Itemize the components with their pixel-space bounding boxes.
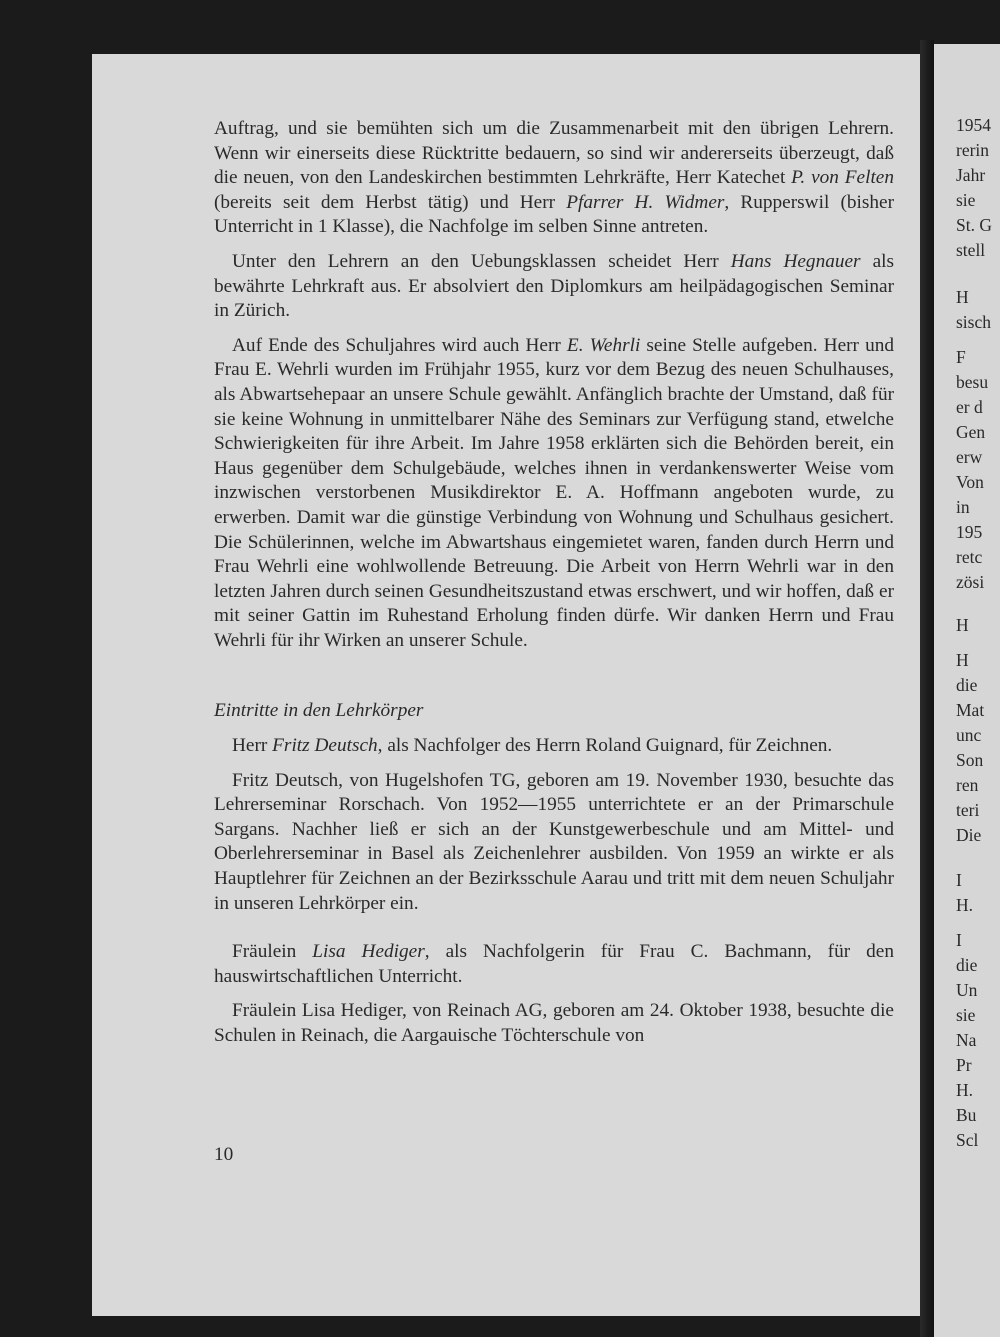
right-page-line: sie <box>956 190 976 210</box>
text-run: Fräulein Lisa Hediger, von Reinach AG, geboren am 24. Oktober 1938, besuchte die Schulen in Reinach, die Aargauische Töchterschule von <box>214 1000 894 1046</box>
right-page-line: die <box>956 955 978 975</box>
right-page-line: I <box>956 870 962 890</box>
paragraph <box>214 940 894 989</box>
right-page-line: Na <box>956 1030 977 1050</box>
text-run: Unter den Lehrern an den Uebungsklassen scheidet Herr <box>232 250 731 272</box>
right-page-line: H <box>956 287 969 307</box>
right-page-line: zösi <box>956 572 985 592</box>
right-page-line: St. G <box>956 215 992 235</box>
right-page-line: H <box>956 650 969 670</box>
right-page-line: Son <box>956 750 984 770</box>
right-page-line: H. <box>956 1080 974 1100</box>
section-heading: Eintritte in den Lehrkörper <box>214 700 424 722</box>
right-page-line: ren <box>956 775 979 795</box>
paragraph <box>214 250 894 324</box>
right-page-line: unc <box>956 725 982 745</box>
right-page-line: Pr <box>956 1055 972 1075</box>
paragraph <box>214 769 894 917</box>
right-page-line: Von <box>956 472 984 492</box>
page-number: 10 <box>214 1144 234 1165</box>
right-page-line: sisch <box>956 312 991 332</box>
right-page <box>934 44 1000 1337</box>
italic-name: Fritz Deutsch <box>272 735 378 757</box>
right-page-line: Gen <box>956 422 986 442</box>
text-run: , Rupperswil (bisher Unterricht in 1 Klasse), die Nachfolge im selben Sinne antreten. <box>214 191 895 238</box>
text-run: , als Nachfolger des Herrn Roland Guignard, für Zeichnen. <box>377 735 833 757</box>
right-page-line: 195 <box>956 522 983 542</box>
italic-name: P. von Felten <box>791 167 895 189</box>
right-page-line: I <box>956 930 962 950</box>
right-page-line: Mat <box>956 700 985 720</box>
text-run: Auf Ende des Schuljahres wird auch Herr <box>232 334 567 356</box>
text-run: Fritz Deutsch, von Hugelshofen TG, geboren am 19. November 1930, besuchte das Lehrerseminar Rorschach. Von 1952—1955 unterrichtete er an der Primarschule Sargans. Nachher ließ er sich an der Kunstgewerbeschule und am Mittel- und Oberlehrerseminar in Basel als Zeichenlehrer ausbilden. Von 1959 an wirkte er als Hauptlehrer für Zeichnen an der Bezirksschule Aarau und tritt mit dem neuen Schuljahr in unseren Lehrkörper ein. <box>214 769 894 914</box>
right-page-line: H <box>956 615 969 635</box>
paragraph <box>214 734 894 759</box>
body-text <box>214 117 894 1049</box>
right-page-line: Bu <box>956 1105 977 1125</box>
text-run: Herr <box>232 735 273 757</box>
italic-name: E. Wehrli <box>566 334 641 356</box>
text-run: Auftrag, und sie bemühten sich um die Zusammenarbeit mit den übrigen Lehrern. Wenn wir einerseits diese Rücktritte bedauern, so sind wir andererseits überzeugt, daß die neuen, von den Landeskirchen bestimmten Lehrkräfte, Herr Katechet <box>214 118 894 189</box>
right-page-line: Jahr <box>956 165 986 185</box>
right-page-line: er d <box>956 397 983 417</box>
right-page-line: die <box>956 675 978 695</box>
right-page-line: 1954 <box>956 115 991 135</box>
right-page-line: retc <box>956 547 983 567</box>
text-run: seine Stelle aufgeben. Herr und Frau E. Wehrli wurden im Frühjahr 1955, kurz vor dem Bezug des neuen Schulhauses, als Abwartsehepaar an unsere Schule gewählt. Anfänglich brachte der Umstand, daß für sie keine Wohnung in unmittelbarer Nähe des Seminars zur Verfügung stand, etwelche Schwierigkeiten für ihre Arbeit. Im Jahre 1958 erklärten sich die Behörden bereit, ein Haus gegenüber dem Schulgebäude, welches ihnen in verdankenswerter Weise vom inzwischen verstorbenen Musikdirektor E. A. Hoffmann angeboten wurde, zu erwerben. Damit war die günstige Verbindung von Wohnung und Schulhaus gesichert. Die Schülerinnen, welche im Abwartshaus eingemietet waren, fanden durch Herrn und Frau Wehrli eine wohlwollende Betreuung. Die Arbeit von Herrn Wehrli war in den letzten Jahren durch seinen Gesundheitszustand etwas erschwert, und wir hoffen, daß er mit seiner Gattin im Ruhestand Erholung finden dürfe. Wir danken Herrn und Frau Wehrli für ihr Wirken an unserer Schule. <box>214 334 894 651</box>
text-run: (bereits seit dem Herbst tätig) und Herr <box>214 191 567 213</box>
right-page-line: H. <box>956 895 974 915</box>
right-page-line: rerin <box>956 140 990 160</box>
paragraph <box>214 117 894 240</box>
italic-name: Lisa Hediger <box>312 941 425 963</box>
right-page-line: erw <box>956 447 983 467</box>
paragraph <box>214 999 894 1048</box>
right-page-line: F <box>956 347 966 367</box>
right-page-line: Scl <box>956 1130 979 1150</box>
right-page-line: in <box>956 497 970 517</box>
right-page-line: besu <box>956 372 989 392</box>
italic-name: Pfarrer H. Widmer <box>566 191 725 213</box>
right-page-line: sie <box>956 1005 976 1025</box>
right-page-line: Die <box>956 825 982 845</box>
text-run: als bewährte Lehrkraft aus. Er absolviert den Diplomkurs am heilpädagogischen Seminar in Zürich. <box>214 250 894 322</box>
book-gutter <box>920 40 934 1337</box>
italic-name: Hans Hegnauer <box>730 250 861 272</box>
paragraph <box>214 334 894 654</box>
text-run: , als Nachfolgerin für Frau C. Bachmann, für den hauswirtschaftlichen Unterricht. <box>214 941 895 987</box>
text-run: Fräulein <box>232 941 313 963</box>
right-page-line: teri <box>956 800 980 820</box>
right-page-line: Un <box>956 980 978 1000</box>
right-page-line: stell <box>956 240 986 260</box>
